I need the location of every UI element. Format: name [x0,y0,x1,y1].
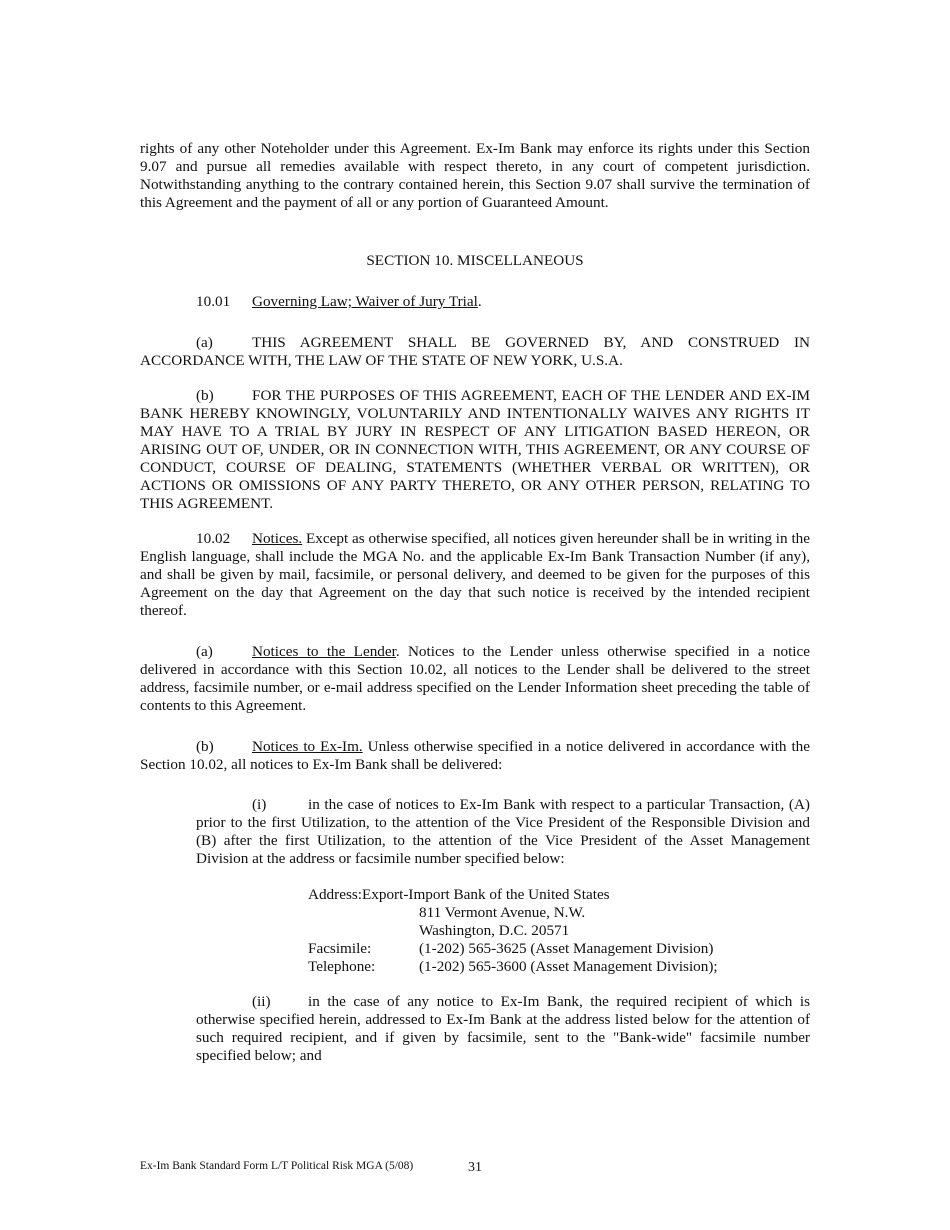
section-title: Governing Law; Waiver of Jury Trial [252,293,478,310]
carryover-paragraph: rights of any other Noteholder under this Agreement. Ex-Im Bank may enforce its rights under this Section 9.07 and pursue all remedies available with respect thereto, in any court of competent jurisdiction. Notwithstanding anything to the contrary contained herein, this Section 9.07 shall survive the termination of this Agreement and the payment of all or any portion of Guaranteed Amount. [140,140,810,211]
clause-label: (b) [196,387,214,404]
subitem-text: in the case of any notice to Ex-Im Bank, the required recipient of which is otherwise specified herein, addressed to Ex-Im Bank at the address listed below for the attention of such required recipient, and if given by facsimile, sent to the "Bank-wide" facsimile number specified below; and [196,993,810,1064]
section-title: Notices. [252,530,303,547]
clause-title: Notices to Ex-Im. [252,738,363,755]
section-number: 10.02 [196,530,231,547]
subitem-i [196,796,810,868]
subitem-text: in the case of notices to Ex-Im Bank with respect to a particular Transaction, (A) prior to the first Utilization, to the attention of the Vice President of the Responsible Division and (B) after the first Utilization, to the attention of the Vice President of the Asset Management Division at the address or facsimile number specified below: [196,796,810,867]
section-10-02 [140,530,810,620]
telephone-label: Telephone: [308,958,376,975]
address-line-2: 811 Vermont Avenue, N.W. [419,904,586,921]
clause-10-02-b [140,738,810,774]
address-row [308,886,718,904]
address-block [308,886,718,976]
clause-10-01-b [140,387,810,513]
subitem-ii [196,993,810,1065]
facsimile-row [308,940,718,958]
section-text: Except as otherwise specified, all notices given hereunder shall be in writing in the English language, shall include the MGA No. and the applicable Ex-Im Bank Transaction Number (if any), and shall be given by mail, facsimile, or personal delivery, and deemed to be given for the purposes of this Agreement on the day that Agreement on the day that such notice is received by the intended recipient thereof. [140,530,810,619]
clause-text: . Notices to the Lender unless otherwise specified in a notice delivered in accordance with this Section 10.02, all notices to the Lender shall be delivered to the street address, facsimile number, or e-mail address specified on the Lender Information sheet preceding the table of contents to this Agreement. [140,643,810,714]
page-number: 31 [468,1160,482,1175]
section-heading: SECTION 10. MISCELLANEOUS [366,252,584,269]
section-number: 10.01 [196,293,231,310]
clause-label: (a) [196,334,213,351]
clause-10-02-a [140,643,810,715]
telephone-row [308,958,718,976]
address-row [308,904,718,922]
facsimile-label: Facsimile: [308,940,372,957]
clause-text: FOR THE PURPOSES OF THIS AGREEMENT, EACH OF THE LENDER AND EX-IM BANK HEREBY KNOWINGLY, VOLUNTARILY AND INTENTIONALLY WAIVES ANY RIGHTS IT MAY HAVE TO A TRIAL BY JURY IN RESPECT OF ANY LITIGATION BASED HEREON, OR ARISING OUT OF, UNDER, OR IN CONNECTION WITH, THIS AGREEMENT, OR ANY COURSE OF CONDUCT, COURSE OF DEALING, STATEMENTS (WHETHER VERBAL OR WRITTEN), OR ACTIONS OR OMISSIONS OF ANY PARTY THERETO, OR ANY OTHER PERSON, RELATING TO THIS AGREEMENT. [140,387,810,512]
address-row [308,922,718,940]
clause-10-01-a [140,334,810,370]
clause-title: Notices to the Lender [252,643,396,660]
section-10-01-heading: 10.01 Governing Law; Waiver of Jury Trial. [196,293,482,310]
clause-text: THIS AGREEMENT SHALL BE GOVERNED BY, AND CONSTRUED IN ACCORDANCE WITH, THE LAW OF THE STATE OF NEW YORK, U.S.A. [140,334,810,369]
footer-text: Ex-Im Bank Standard Form L/T Political Risk MGA (5/08) [140,1160,414,1172]
telephone-value: (1-202) 565-3600 (Asset Management Division); [419,958,718,975]
subitem-label: (ii) [252,993,271,1010]
facsimile-value: (1-202) 565-3625 (Asset Management Division) [419,940,714,957]
clause-label: (b) [196,738,214,755]
subitem-label: (i) [252,796,267,813]
address-line-1: Export-Import Bank of the United States [362,886,610,903]
address-label: Address: [308,886,362,903]
clause-text: Unless otherwise specified in a notice delivered in accordance with the Section 10.02, all notices to Ex-Im Bank shall be delivered: [140,738,810,773]
address-line-3: Washington, D.C. 20571 [419,922,570,939]
clause-label: (a) [196,643,213,660]
